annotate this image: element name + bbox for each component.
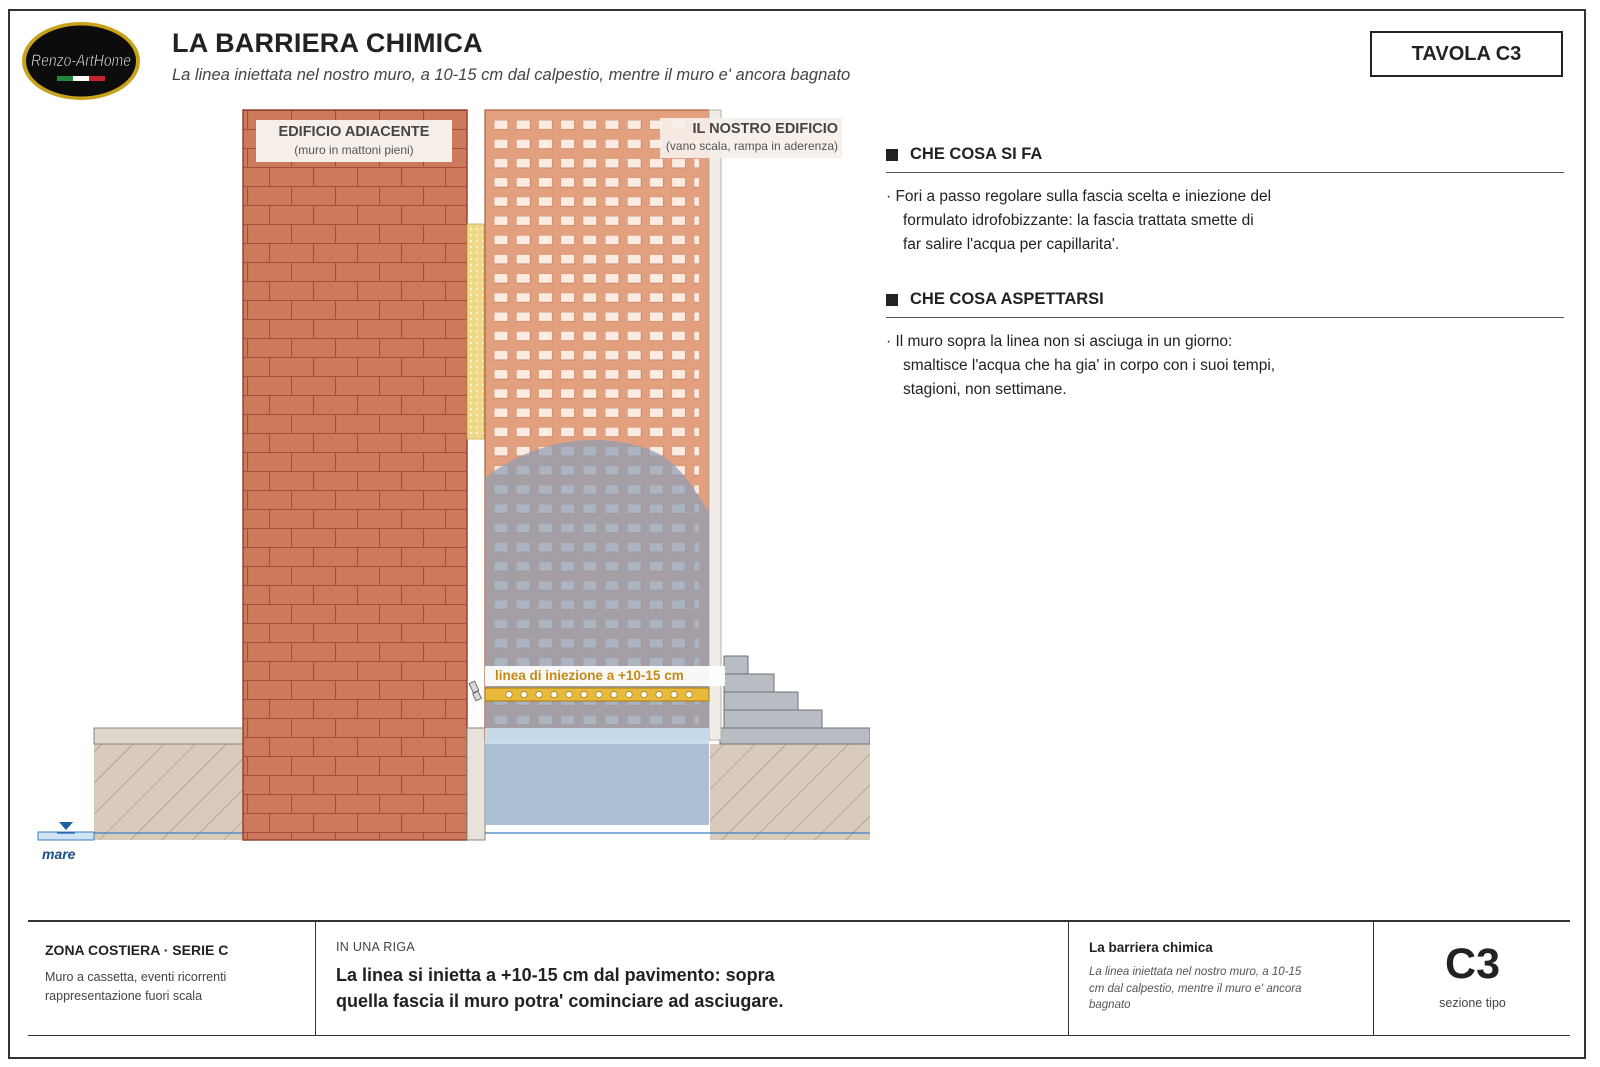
injector-icon xyxy=(469,681,481,701)
plaster-layer xyxy=(709,110,721,740)
water-level-icon xyxy=(59,822,73,830)
section-line: stagioni, non settimane. xyxy=(903,381,1067,398)
page-subtitle: La linea iniettata nel nostro muro, a 10-15 cm dal calpestio, mentre il muro e' ancora bagnato xyxy=(172,66,851,84)
soil-left xyxy=(94,744,244,840)
injection-label: linea di iniezione a +10-15 cm xyxy=(495,668,684,683)
footer-summary xyxy=(315,922,1068,1036)
tavola-badge: TAVOLA C3 xyxy=(1370,31,1563,77)
square-bullet-icon xyxy=(886,149,898,161)
footer-bar xyxy=(28,920,1570,1036)
section-line: far salire l'acqua per capillarita'. xyxy=(903,236,1120,253)
wall-section-diagram xyxy=(30,100,870,890)
zona-desc-line: rappresentazione fuori scala xyxy=(45,989,203,1003)
zona-description xyxy=(45,968,226,1006)
section-line: formulato idrofobizzante: la fascia trattata smette di xyxy=(903,212,1254,229)
footer-code xyxy=(1373,922,1570,1036)
section-heading xyxy=(886,145,1564,173)
pavement-left xyxy=(94,728,244,744)
soil-right xyxy=(710,744,870,840)
summary-label: IN UNA RIGA xyxy=(336,940,416,954)
sheet-code: C3 xyxy=(1445,940,1500,988)
section-body xyxy=(886,330,1564,402)
card-description xyxy=(1089,964,1339,1014)
zona-desc-line: Muro a cassetta, eventi ricorrenti xyxy=(45,970,227,984)
summary-line: quella fascia il muro potra' cominciare ad asciugare. xyxy=(336,991,784,1011)
square-bullet-icon xyxy=(886,294,898,306)
section-heading xyxy=(886,290,1564,318)
logo xyxy=(20,20,142,102)
card-desc-line: La linea iniettata nel nostro muro, a 10-15 xyxy=(1089,966,1302,978)
page-title: LA BARRIERA CHIMICA xyxy=(172,28,483,58)
section-line: smaltisce l'acqua che ha gia' in corpo con i suoi tempi, xyxy=(903,357,1276,374)
section-line: · Il muro sopra la linea non si asciuga in un giorno: xyxy=(886,333,1233,350)
section-body xyxy=(886,185,1564,257)
card-title: La barriera chimica xyxy=(1089,940,1213,955)
pavement-right xyxy=(720,728,870,744)
basement-band xyxy=(485,728,709,744)
joint-strip xyxy=(467,224,484,439)
adjacent-wall xyxy=(243,110,467,840)
section-line: · Fori a passo regolare sulla fascia scelta e iniezione del xyxy=(886,188,1272,205)
logo-text: Renzo-ArtHome xyxy=(31,51,131,70)
section-heading-text: CHE COSA ASPETTARSI xyxy=(910,290,1104,308)
footer-card xyxy=(1068,922,1373,1036)
adjacent-label: EDIFICIO ADIACENTE xyxy=(278,124,430,140)
card-desc-line: cm dal calpestio, mentre il muro e' ancora xyxy=(1089,982,1302,995)
card-desc-line: bagnato xyxy=(1089,999,1131,1011)
section-che-cosa-si-fa xyxy=(886,145,1564,257)
stair-ramp xyxy=(724,656,822,728)
joint-gap xyxy=(467,728,485,840)
footer-zona xyxy=(28,922,315,1036)
summary-line: La linea si inietta a +10-15 cm dal pavimento: sopra xyxy=(336,965,775,985)
adjacent-sublabel: (muro in mattoni pieni) xyxy=(294,143,414,157)
zona-title: ZONA COSTIERA · SERIE C xyxy=(45,942,229,958)
section-che-cosa-aspettarsi xyxy=(886,290,1564,402)
summary-text xyxy=(336,962,856,1014)
section-heading-text: CHE COSA SI FA xyxy=(910,145,1043,163)
our-label: IL NOSTRO EDIFICIO xyxy=(692,121,838,137)
our-sublabel: (vano scala, rampa in aderenza) xyxy=(665,139,838,153)
sheet-code-subtitle: sezione tipo xyxy=(1439,996,1506,1010)
sea-label: mare xyxy=(42,846,76,862)
